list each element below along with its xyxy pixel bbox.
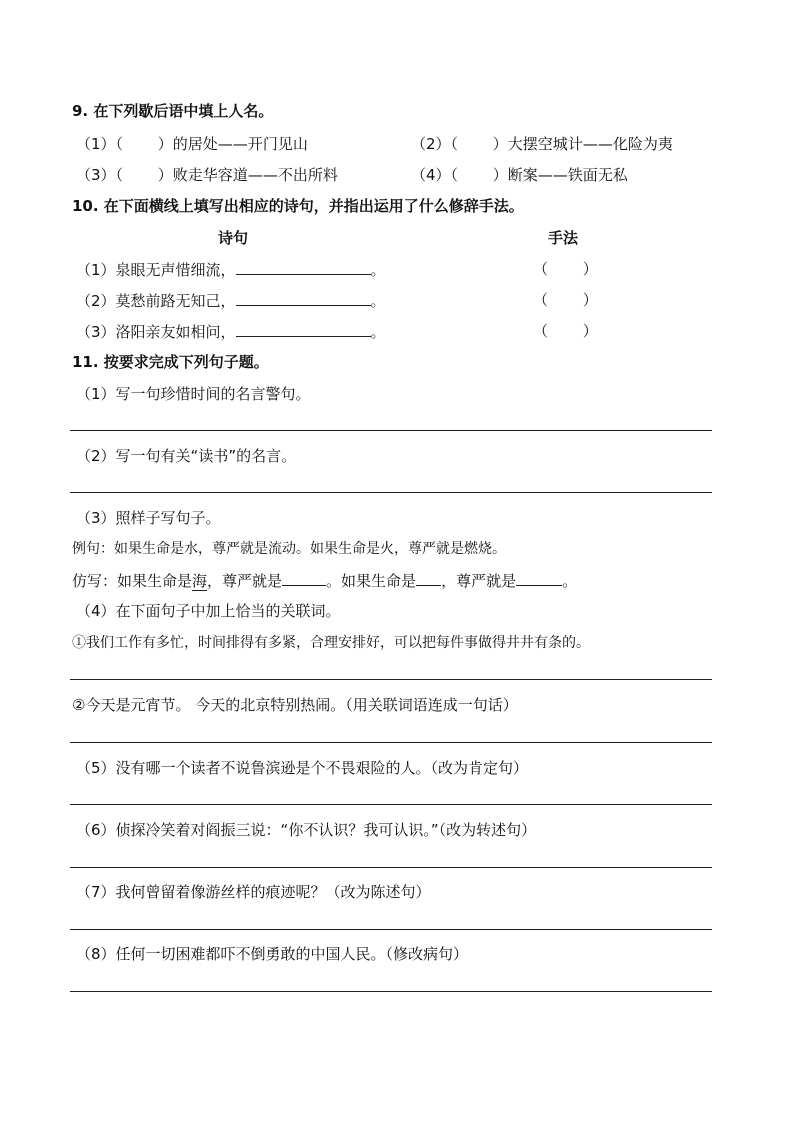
q11-s4a: ①我们工作有多忙，时间排得有多紧，合理安排好，可以把每件事做得井井有条的。 xyxy=(72,635,590,651)
q10-row-1-prefix: （1）泉眼无声惜细流， xyxy=(76,261,236,279)
answer-line-6[interactable] xyxy=(70,867,712,868)
q11-imitate xyxy=(72,570,577,591)
q10-row-3 xyxy=(76,321,386,342)
q10-title: 10. 在下面横线上填写出相应的诗句，并指出运用了什么修辞手法。 xyxy=(72,197,524,215)
imitate-part-4: ，尊严就是 xyxy=(441,572,517,590)
q10-row-2-prefix: （2）莫愁前路无知己， xyxy=(76,292,236,310)
imitate-part-1: 仿写：如果生命是 xyxy=(72,572,193,590)
q11-s1: （1）写一句珍惜时间的名言警句。 xyxy=(76,385,311,403)
answer-line-3[interactable] xyxy=(70,679,712,680)
q10-header-poem: 诗句 xyxy=(218,229,249,247)
q10-row-1 xyxy=(76,259,386,280)
imitate-part-5: 。 xyxy=(562,572,578,590)
answer-line-5[interactable] xyxy=(70,804,712,805)
q11-s2: （2）写一句有关“读书”的名言。 xyxy=(76,447,297,465)
q10-header-method: 手法 xyxy=(548,229,579,247)
q11-s4b: ②今天是元宵节。 今天的北京特别热闹。（用关联词语连成一句话） xyxy=(72,696,518,714)
imitate-part-3: 。如果生命是 xyxy=(326,572,417,590)
q10-row-3-suffix: 。 xyxy=(370,323,386,341)
imitate-blank-1[interactable] xyxy=(282,570,326,586)
q10-row-2-blank[interactable] xyxy=(236,290,371,306)
q10-row-1-method[interactable]: （ ） xyxy=(533,260,598,278)
q11-s5: （5）没有哪一个读者不说鲁滨逊是个不畏艰险的人。（改为肯定句） xyxy=(76,759,529,777)
q9-item-4: （4）（ ）断案——铁面无私 xyxy=(411,166,628,184)
q11-example: 例句：如果生命是水，尊严就是流动。如果生命是火，尊严就是燃烧。 xyxy=(72,541,506,557)
q10-row-3-blank[interactable] xyxy=(236,321,371,337)
imitate-blank-2[interactable] xyxy=(416,570,441,586)
q11-s6: （6）侦探冷笑着对阎振三说：“你不认识？我可认识。”（改为转述句） xyxy=(76,821,537,839)
answer-line-7[interactable] xyxy=(70,929,712,930)
q11-s7: （7）我何曾留着像游丝样的痕迹呢？（改为陈述句） xyxy=(76,883,431,901)
answer-line-8[interactable] xyxy=(70,991,712,992)
q10-row-3-method[interactable]: （ ） xyxy=(533,322,598,340)
imitate-word: 海 xyxy=(192,572,208,590)
q10-row-2-suffix: 。 xyxy=(370,292,386,310)
q9-item-2: （2）（ ）大摆空城计——化险为夷 xyxy=(411,135,673,153)
q9-item-1: （1）（ ）的居处——开门见山 xyxy=(76,135,308,153)
q10-row-1-blank[interactable] xyxy=(236,259,371,275)
q11-title: 11. 按要求完成下列句子题。 xyxy=(72,353,269,371)
q11-s4: （4）在下面句子中加上恰当的关联词。 xyxy=(76,602,341,620)
q9-item-3: （3）（ ）败走华容道——不出所料 xyxy=(76,166,338,184)
q9-title: 9. 在下列歇后语中填上人名。 xyxy=(72,102,274,120)
q10-row-2 xyxy=(76,290,386,311)
q11-s3: （3）照样子写句子。 xyxy=(76,509,221,527)
answer-line-4[interactable] xyxy=(70,742,712,743)
q10-row-2-method[interactable]: （ ） xyxy=(533,291,598,309)
q10-row-1-suffix: 。 xyxy=(370,261,386,279)
imitate-blank-3[interactable] xyxy=(516,570,562,586)
q10-row-3-prefix: （3）洛阳亲友如相问， xyxy=(76,323,236,341)
answer-line-2[interactable] xyxy=(70,492,712,493)
q11-s8: （8）任何一切困难都吓不倒勇敢的中国人民。（修改病句） xyxy=(76,945,469,963)
answer-line-1[interactable] xyxy=(70,430,712,431)
imitate-part-2: ，尊严就是 xyxy=(207,572,283,590)
